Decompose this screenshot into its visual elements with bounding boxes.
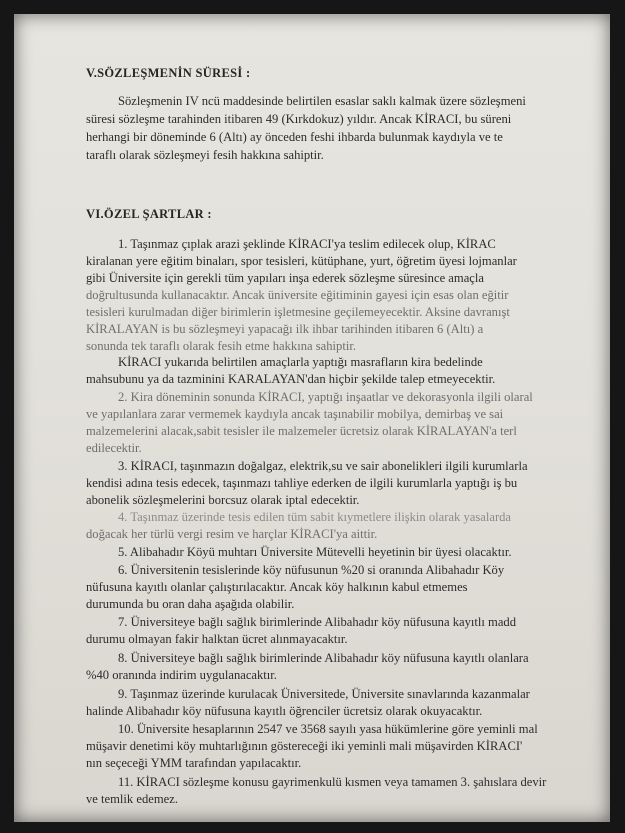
clause-9-line-2: halinde Alibahadır köy nüfusuna kayıtlı öğrenciler ücretsiz olarak okuyacaktır. xyxy=(86,704,483,718)
clause-10-line-2: müşavir denetimi köy muhtarlığının göstereceği iki yeminli mali müşavirden KİRACI' xyxy=(86,739,523,753)
clause-2-line-3: malzemelerini alacak,sabit tesisler ile malzemeler ücretsiz olarak KİRALAYAN'a terl xyxy=(86,424,517,438)
clause-10-line-1: 10. Üniversite hesaplarının 2547 ve 3568 sayılı yasa hükümlerine göre yeminli mal xyxy=(118,722,538,736)
clause-6-line-2: nüfusuna kayıtlı olanlar çalıştırılacaktır. Ancak köy halkının kabul etmemes xyxy=(86,580,468,594)
clause-2-line-2: ve yapılanlara zarar vermemek kaydıyla ancak taşınabilir mobilya, demirbaş ve sai xyxy=(86,407,504,421)
clause-7-line-1: 7. Üniversiteye bağlı sağlık birimlerinde Alibahadır köy nüfusuna kayıtlı madd xyxy=(118,615,517,629)
section-5-line-2: süresi sözleşme tarahinden itibaren 49 (Kırkdokuz) yıldır. Ancak KİRACI, bu süreni xyxy=(86,112,512,126)
clause-1-line-3: gibi Üniversite için gerekli tüm yapıları inşa ederek sözleşme süresince amaçla xyxy=(86,271,484,285)
clause-4-line-2: doğacak her türlü vergi resim ve harçlar KİRACI'ya aittir. xyxy=(86,527,378,541)
clause-6-line-3: durumunda bu oran daha aşağıda olabilir. xyxy=(86,597,295,611)
clause-1-line-7: sonunda tek taraflı olarak fesih etme hakkına sahiptir. xyxy=(86,339,356,353)
clause-8-line-1: 8. Üniversiteye bağlı sağlık birimlerinde Alibahadır köy nüfusuna kayıtlı olanlara xyxy=(118,651,529,665)
section-5-heading: V.SÖZLEŞMENİN SÜRESİ : xyxy=(86,66,251,80)
clause-4-line-1: 4. Taşınmaz üzerinde tesis edilen tüm sabit kıymetlere ilişkin olarak yasalarda xyxy=(118,510,512,524)
clause-8-line-2: %40 oranında indirim uygulanacaktır. xyxy=(86,668,277,682)
clause-3-line-3: abonelik sözleşmelerini borcsuz olarak iptal edecektir. xyxy=(86,493,360,507)
clause-1-line-6: KİRALAYAN is bu sözleşmeyi yapacağı ilk ihbar tarihinden itibaren 6 (Altı) a xyxy=(86,322,484,336)
clause-11-line-1: 11. KİRACI sözleşme konusu gayrimenkulü kısmen veya tamamen 3. şahıslara devir xyxy=(118,775,547,789)
clause-5-line-1: 5. Alibahadır Köyü muhtarı Üniversite Mütevelli heyetinin bir üyesi olacaktır. xyxy=(118,545,512,559)
clause-3-line-1: 3. KİRACI, taşınmazın doğalgaz, elektrik,su ve sair abonelikleri ilgili kurumlarla xyxy=(118,459,528,473)
clause-1-line-9: mahsubunu ya da tazminini KARALAYAN'dan hiçbir şekilde talep etmeyecektir. xyxy=(86,372,496,386)
clause-1-line-2: kiralanan yere eğitim binaları, spor tesisleri, kütüphane, yurt, öğretim üyesi lojmanlar xyxy=(86,254,517,268)
clause-2-line-1: 2. Kira döneminin sonunda KİRACI, yaptığı inşaatlar ve dekorasyonla ilgili olaral xyxy=(118,390,533,404)
clause-2-line-4: edilecektir. xyxy=(86,441,142,455)
clause-1-line-8: KİRACI yukarıda belirtilen amaçlarla yaptığı masrafların kira bedelinde xyxy=(118,355,483,369)
section-6-heading: VI.ÖZEL ŞARTLAR : xyxy=(86,207,212,221)
clause-11-line-2: ve temlik edemez. xyxy=(86,792,178,806)
section-5-line-1: Sözleşmenin IV ncü maddesinde belirtilen esaslar saklı kalmak üzere sözleşmeni xyxy=(118,94,526,108)
section-5-line-3: herhangi bir döneminde 6 (Altı) ay önceden feshi ihbarda bulunmak kaydıyla ve te xyxy=(86,130,503,144)
clause-1-line-5: tesisleri kurulmadan diğer birimlerin işletmesine geçilemeyecektir. Aksine davranışt xyxy=(86,305,510,319)
clause-3-line-2: kendisi adına tesis edecek, taşınmazı tahliye ederken de ilgili kurumlarla yaptığı iş bu xyxy=(86,476,518,490)
clause-1-line-1: 1. Taşınmaz çıplak arazi şeklinde KİRACI'ya teslim edilecek olup, KİRAC xyxy=(118,237,496,251)
clause-1-line-4: doğrultusunda kullanacaktır. Ancak üniversite eğitiminin gayesi için esas olan eğitir xyxy=(86,288,509,302)
section-5-line-4: taraflı olarak sözleşmeyi fesih hakkına sahiptir. xyxy=(86,148,324,162)
clause-9-line-1: 9. Taşınmaz üzerinde kurulacak Üniversitede, Üniversite sınavlarında kazanmalar xyxy=(118,687,530,701)
clause-7-line-2: durumu olmayan fakir halktan ücret alınmayacaktır. xyxy=(86,632,348,646)
clause-10-line-3: nın seçeceği YMM tarafından yapılacaktır. xyxy=(86,756,302,770)
document-page xyxy=(14,14,610,822)
clause-6-line-1: 6. Üniversitenin tesislerinde köy nüfusunun %20 si oranında Alibahadır Köy xyxy=(118,563,505,577)
